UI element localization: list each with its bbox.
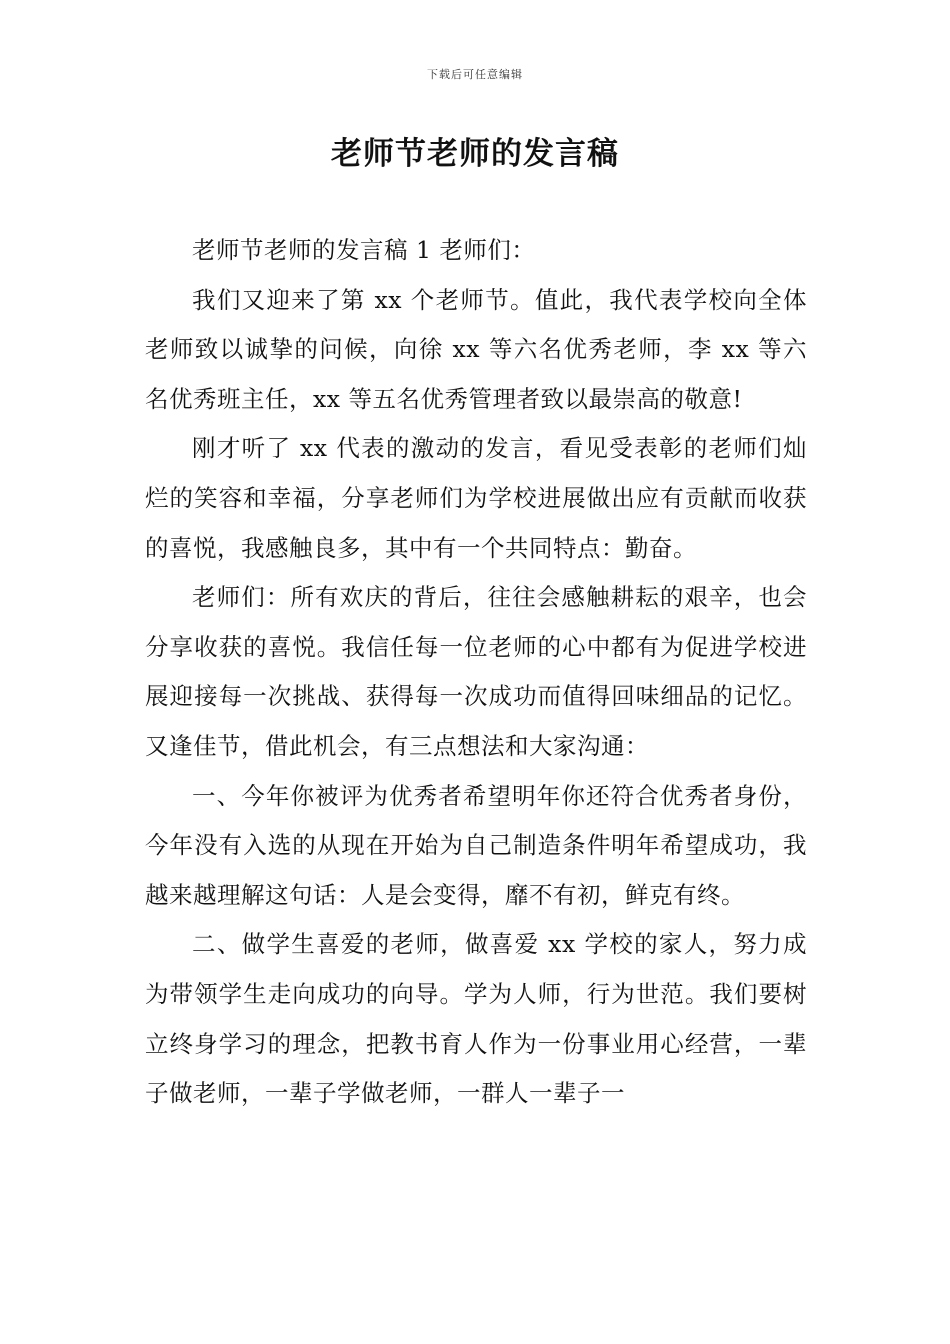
paragraph: 刚才听了 xx 代表的激动的发言，看见受表彰的老师们灿烂的笑容和幸福，分享老师们为学校进展做出应有贡献而收获的喜悦，我感触良多，其中有一个共同特点：勤奋。: [145, 434, 807, 562]
paragraph-salutation: 老师节老师的发言稿 1 老师们：: [192, 236, 536, 264]
document-title: 老师节老师的发言稿: [331, 136, 619, 172]
paragraph: 我们又迎来了第 xx 个老师节。值此，我代表学校向全体老师致以诚挚的问候，向徐 xx 等六名优秀老师，李 xx 等六名优秀班主任，xx 等五名优秀管理者致以最崇高的敬意!: [145, 285, 807, 413]
paragraph: 老师们：所有欢庆的背后，往往会感触耕耘的艰辛，也会分享收获的喜悦。我信任每一位老师的心中都有为促进学校进展迎接每一次挑战、获得每一次成功而值得回味细品的记忆。又逢佳节，借此机会，有三点想法和大家沟通：: [145, 583, 807, 760]
header-note: 下载后可任意编辑: [427, 68, 523, 81]
document-body: [145, 226, 807, 1119]
paragraph: 一、今年你被评为优秀者希望明年你还符合优秀者身份，今年没有入选的从现在开始为自己制造条件明年希望成功，我越来越理解这句话：人是会变得，靡不有初，鲜克有终。: [145, 781, 807, 909]
paragraph: 二、做学生喜爱的老师，做喜爱 xx 学校的家人，努力成为带领学生走向成功的向导。学为人师，行为世范。我们要树立终身学习的理念，把教书育人作为一份事业用心经营，一辈子做老师，一辈子学做老师，一群人一辈子一: [145, 930, 807, 1108]
